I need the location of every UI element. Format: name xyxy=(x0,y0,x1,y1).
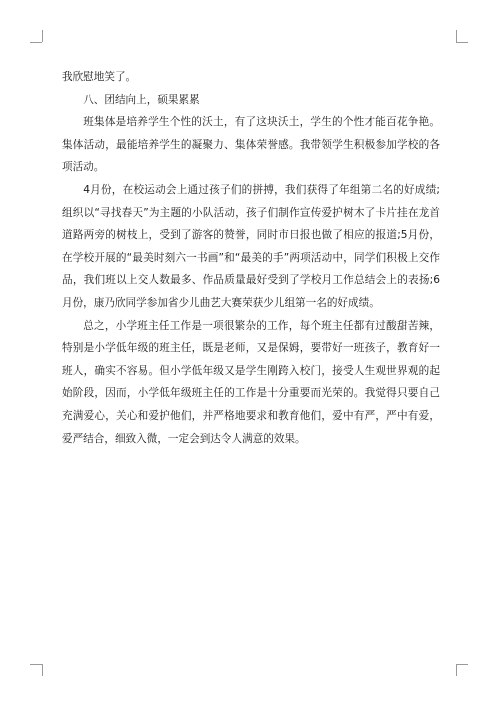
document-body xyxy=(62,66,440,450)
paragraph: 班集体是培养学生个性的沃土，有了这块沃土，学生的个性才能百花争艳。集体活动，最能培养学生的凝聚力、集体荣誉感。我带领学生积极参加学校的各项活动。 xyxy=(62,116,440,174)
paragraph-conclusion: 总之，小学班主任工作是一项很繁杂的工作，每个班主任都有过酸甜苦辣，特别是小学低年级的班主任，既是老师，又是保姆，要带好一班孩子，教育好一班人，确实不容易。但小学低年级又是学生刚跨入校门，接受人生观世界观的起始阶段，因而，小学低年级班主任的工作是十分重要而光荣的。我觉得只要自己充满爱心，关心和爱护他们，并严格地要求和教育他们，爱中有严，严中有爱，爱严结合，细致入微，一定会到达令人满意的效果。 xyxy=(62,319,440,445)
paragraph: 4月份，在校运动会上通过孩子们的拼搏，我们获得了年组第二名的好成绩;组织以“寻找春天”为主题的小队活动，孩子们制作宣传爱护树木了卡片挂在龙首道路两旁的树枝上，受到了游客的赞誉，同时市日报也做了相应的报道;5月份，在学校开展的“最美时刻六一书画”和“最美的手”两项活动中，同学们积极上交作品，我们班以上交人数最多、作品质量最好受到了学校月工作总结会上的表扬;6月份，康乃欣同学参加省少儿曲艺大赛荣获少儿组第一名的好成绩。 xyxy=(62,183,440,309)
section-heading: 八、团结向上，硕果累累 xyxy=(83,93,200,106)
paragraph-closing-line: 我欣慰地笑了。 xyxy=(62,71,137,83)
